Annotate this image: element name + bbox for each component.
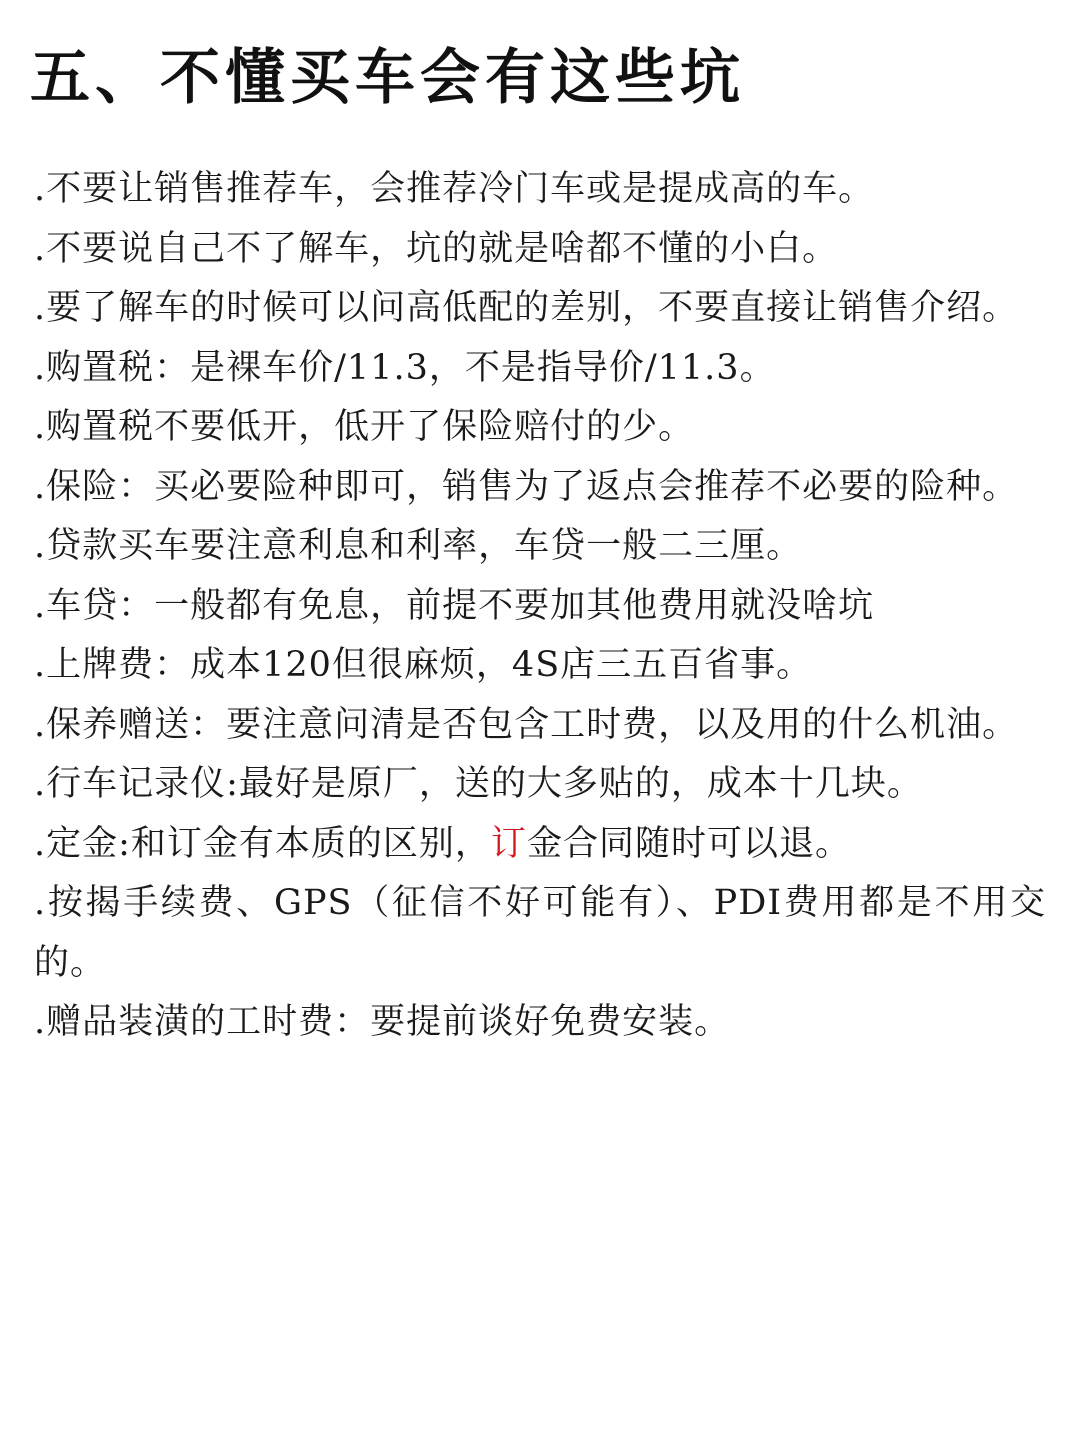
list-item (34, 815, 1046, 875)
list-item: .按揭手续费、GPS（征信不好可能有）、PDI费用都是不用交的。 (34, 883, 1046, 983)
list-item: .不要说自己不了解车，坑的就是啥都不懂的小白。 (34, 228, 839, 269)
list-item: .购置税不要低开，低开了保险赔付的少。 (34, 407, 695, 447)
list-item: .保险：买必要险种即可，销售为了返点会推荐不必要的险种。 (34, 466, 1019, 507)
list-item: .赠品装潢的工时费：要提前谈好免费安装。 (34, 1002, 731, 1042)
tips-list (34, 160, 1046, 1053)
list-item: .贷款买车要注意利息和利率，车贷一般二三厘。 (34, 526, 803, 566)
list-item: .保养赠送：要注意问清是否包含工时费，以及用的什么机油。 (34, 704, 1019, 745)
list-item: .行车记录仪:最好是原厂，送的大多贴的，成本十几块。 (34, 764, 923, 804)
highlighted-char: 订 (490, 823, 527, 864)
list-item: .要了解车的时候可以问高低配的差别，不要直接让销售介绍。 (34, 288, 1019, 328)
page-title: 五、不懂买车会有这些坑 (30, 43, 745, 113)
list-item: .不要让销售推荐车，会推荐冷门车或是提成高的车。 (34, 169, 875, 209)
list-item-text: .定金:和订金有本质的区别， (34, 823, 491, 864)
list-item: .购置税：是裸车价/11.3，不是指导价/11.3。 (34, 347, 776, 388)
list-item: .车贷：一般都有免息，前提不要加其他费用就没啥坑 (34, 585, 875, 626)
list-item-text: 金合同随时可以退。 (526, 823, 851, 864)
list-item: .上牌费：成本120但很麻烦，4S店三五百省事。 (34, 645, 813, 685)
